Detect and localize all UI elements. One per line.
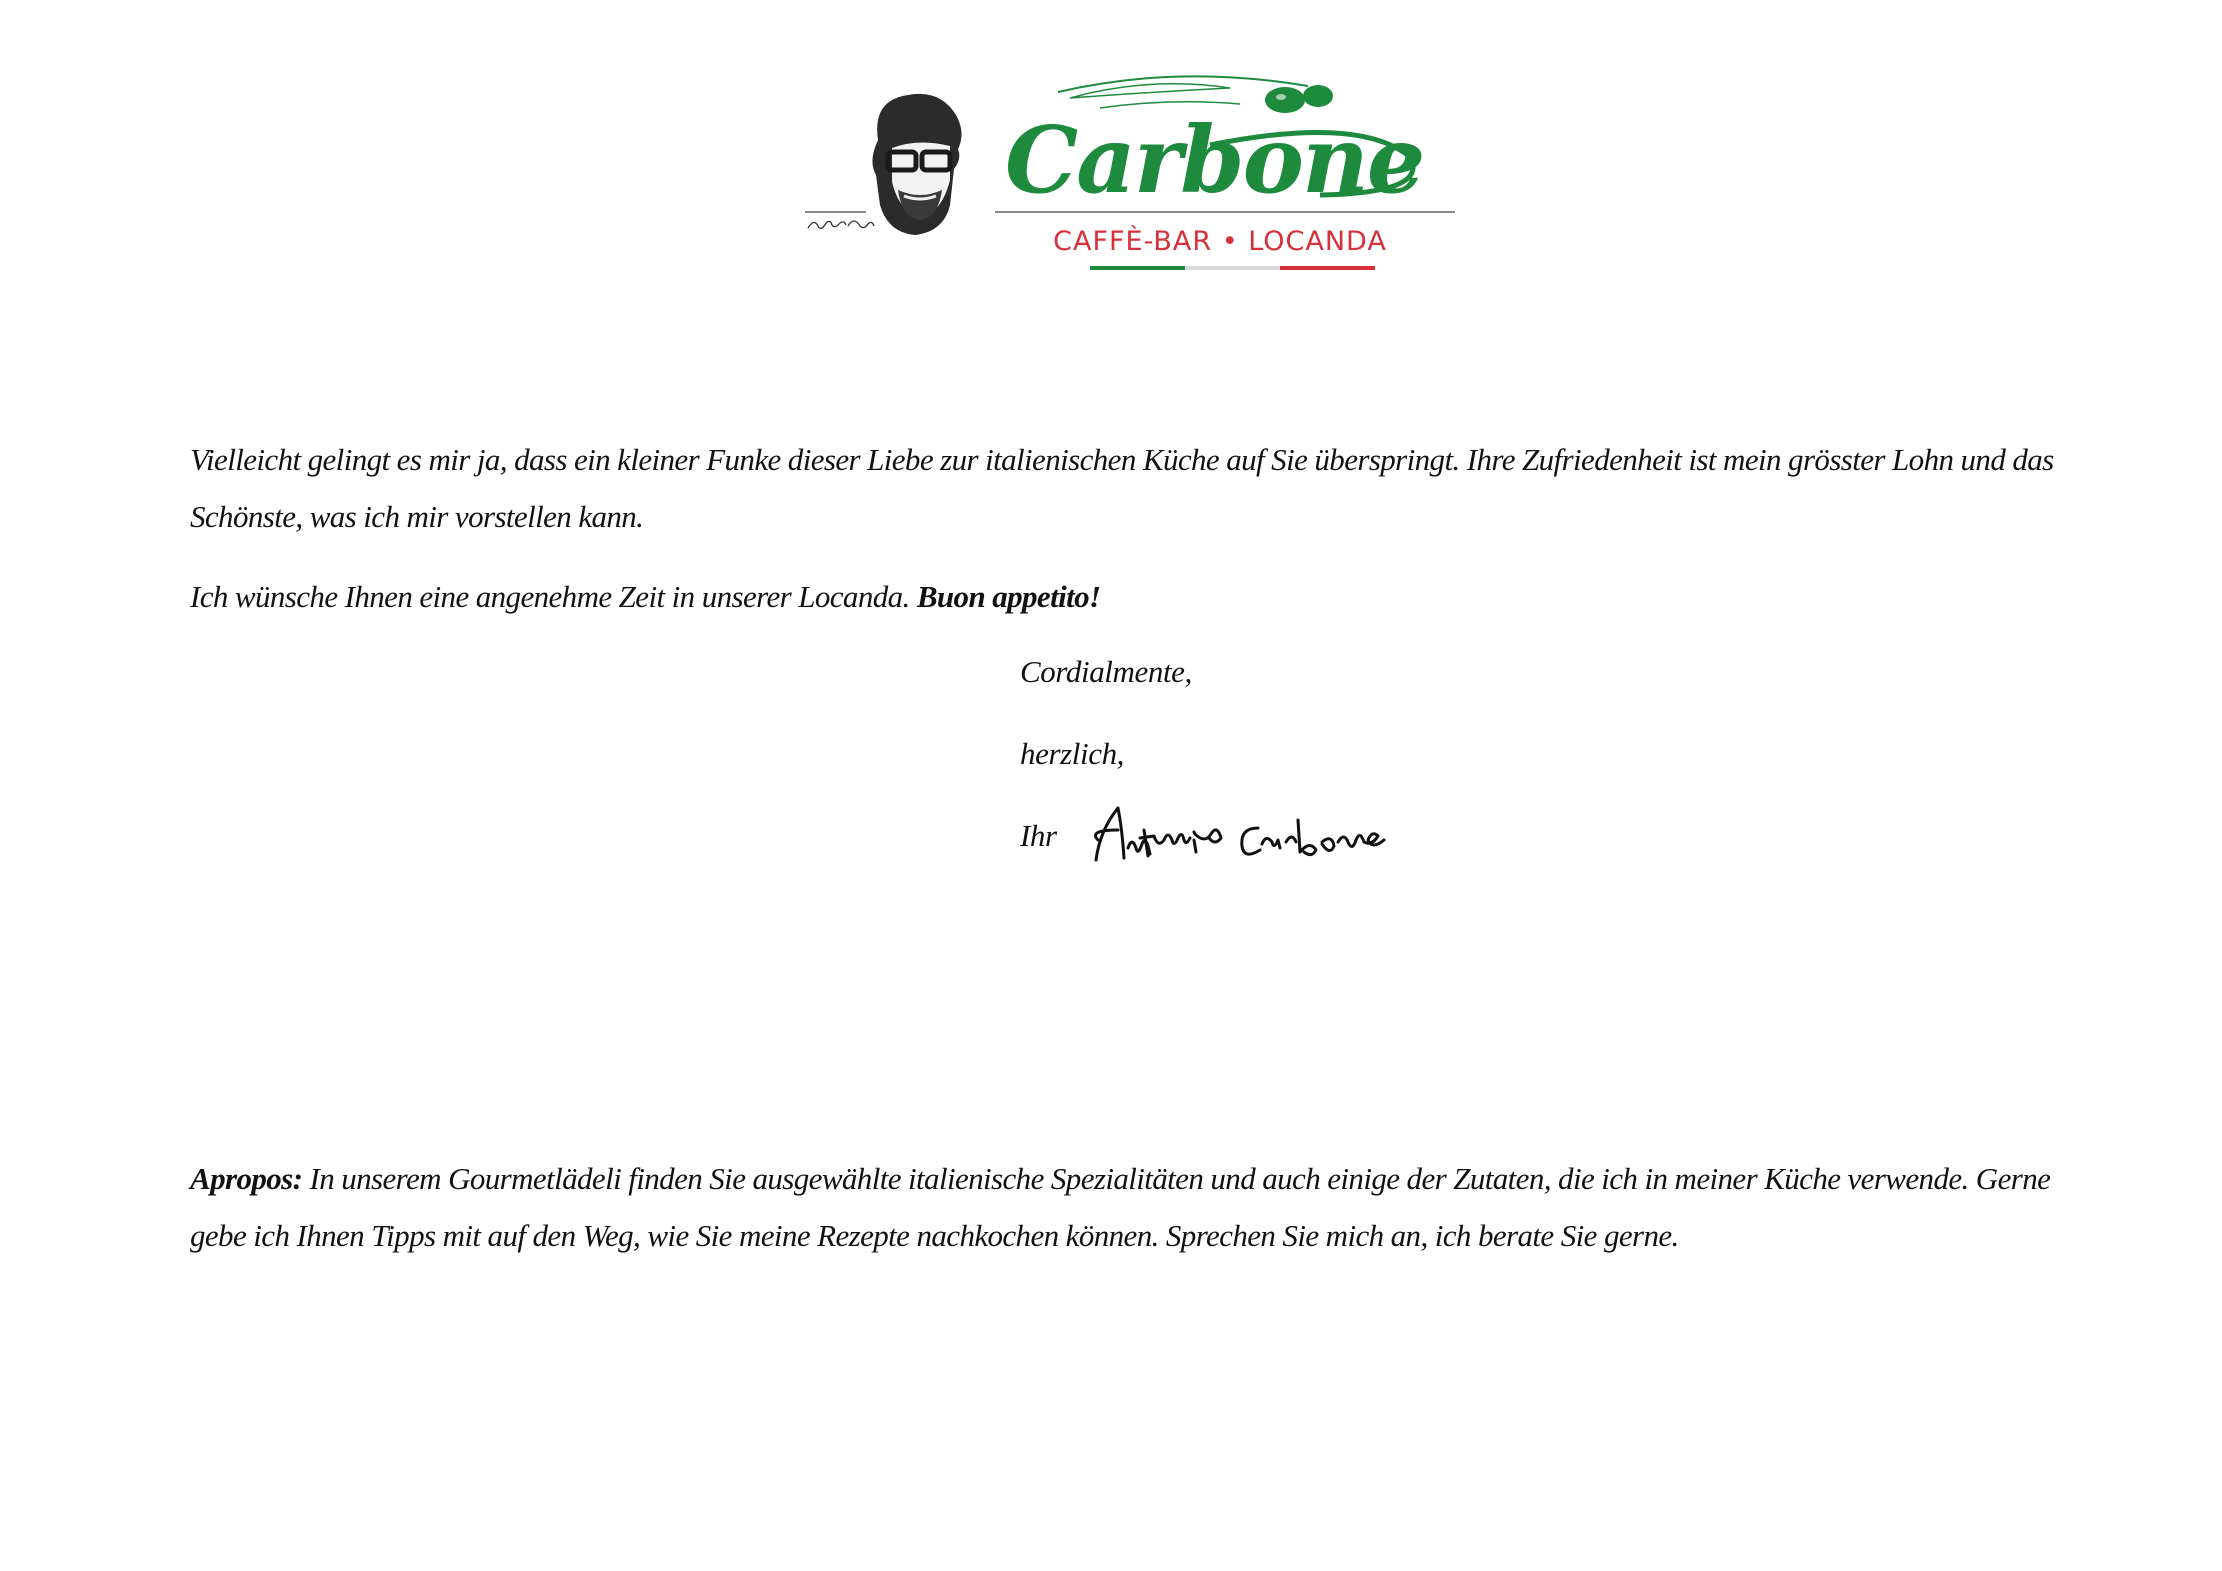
letter-paragraph-2 [190,568,2060,625]
chef-portrait [872,94,961,235]
closing-herzlich: herzlich, [1020,736,1125,771]
apropos-text: In unserem Gourmetlädeli finden Sie ausgewählte italienische Spezialitäten und auch einige der Zutaten, die ich in meiner Küche verwende. Gerne gebe ich Ihnen Tipps mit auf den Weg, wie Sie meine Rezepte nachkochen können. Sprechen Sie mich an, ich berate Sie gerne. [190,1161,2051,1253]
carbone-logo [800,70,1460,280]
paragraph-2-text: Ich wünsche Ihnen eine angenehme Zeit in unserer Locanda. [190,579,917,614]
apropos-paragraph [190,1150,2060,1264]
letter-paragraph-1: Vielleicht gelingt es mir ja, dass ein kleiner Funke dieser Liebe zur italienischen Küche auf Sie überspringt. Ihre Zufriedenheit ist mein grösster Lohn und das Schönste, was ich mir vorstellen kann. [190,442,2054,534]
portrait-signature-mark [808,221,874,228]
buon-appetito-text: Buon appetito! [916,579,1101,614]
handwritten-signature [1090,800,1420,870]
italian-flag-stripe [1090,266,1375,270]
brand-wordmark: Carbone [1005,106,1424,214]
apropos-label: Apropos: [190,1161,303,1196]
closing-ihr: Ihr [1020,818,1057,853]
brand-tagline: CAFFÈ-BAR • LOCANDA [1053,226,1387,257]
closing-cordialmente: Cordialmente, [1020,654,1192,689]
